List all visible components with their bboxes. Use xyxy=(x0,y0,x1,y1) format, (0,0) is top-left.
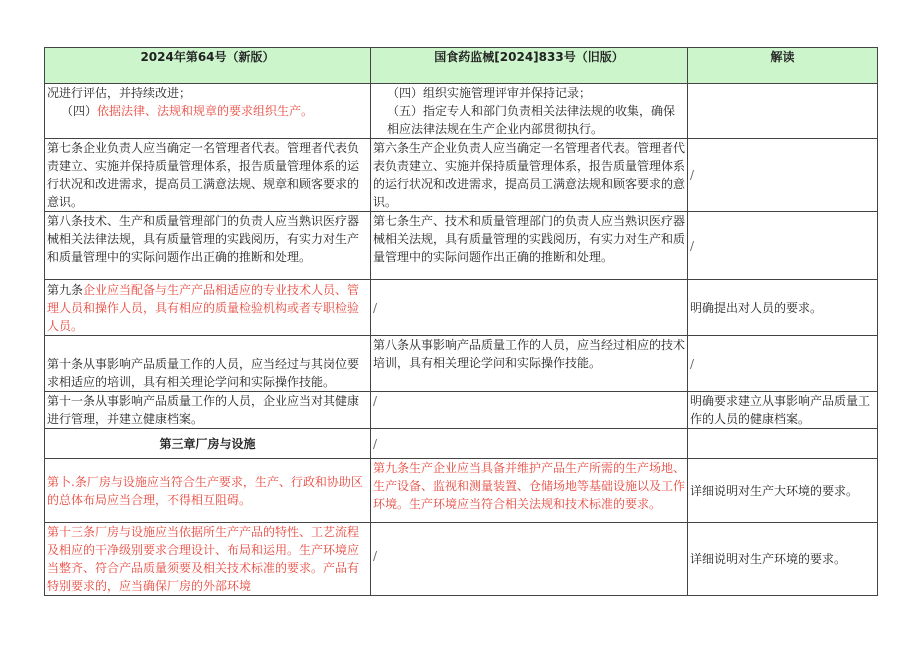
section-title: 第三章厂房与设施 xyxy=(45,429,371,459)
header-old-version: 国食药监械[2024]833号（旧版） xyxy=(371,48,688,84)
header-row xyxy=(45,48,878,84)
header-interpretation: 解读 xyxy=(688,48,878,84)
table-row xyxy=(45,459,878,523)
cell-note xyxy=(688,84,878,139)
cell-old: / xyxy=(371,392,688,429)
table-row xyxy=(45,280,878,336)
cell-old xyxy=(371,84,688,139)
cell-old: 第七条生产、技术和质量管理部门的负责人应当熟识医疗器械相关法规，具有质量管理的实践阅历，有实力对生产和质量管理中的实际问题作出正确的推断和处理。 xyxy=(371,212,688,280)
table-row xyxy=(45,84,878,139)
cell-note: 明确提出对人员的要求。 xyxy=(688,280,878,336)
cell-text: （五）指定专人和部门负责相关法律法规的收集，确保相应法律法规在生产企业内部贯彻执行。 xyxy=(387,104,676,136)
table-row xyxy=(45,212,878,280)
cell-note: 详细说明对生产环境的要求。 xyxy=(688,523,878,596)
cell-note: / xyxy=(688,139,878,212)
cell-note xyxy=(688,429,878,459)
cell-new xyxy=(45,280,371,336)
cell-old: 第八条从事影响产品质量工作的人员，应当经过相应的技术培训，具有相关理论学问和实际操作技能。 xyxy=(371,336,688,392)
cell-new: 第卜.条厂房与设施应当符合生产要求，生产、行政和协助区的总体布局应当合理，不得相互阻碍。 xyxy=(45,459,371,523)
cell-text xyxy=(47,102,368,120)
cell-text: （四）组织实施管理评审并保持记录； xyxy=(387,86,592,100)
section-row xyxy=(45,429,878,459)
comparison-table xyxy=(44,47,878,596)
cell-text: 况进行评估，并持续改进； xyxy=(47,86,192,100)
changed-text: 企业应当配备与生产产品相适应的专业技术人员、管理人员和操作人员，具有相应的质量检验机构或者专职检验人员。 xyxy=(47,282,360,333)
table-row xyxy=(45,336,878,392)
cell-note: 详细说明对生产大环境的要求。 xyxy=(688,459,878,523)
table-row xyxy=(45,392,878,429)
cell-note: / xyxy=(688,336,878,392)
header-new-version: 2024年第64号（新版） xyxy=(45,48,371,84)
changed-text: 依据法律、法规和规章的要求组织生产。 xyxy=(97,104,314,118)
cell-new: 第十一条从事影响产品质量工作的人员，企业应当对其健康进行管理，并建立健康档案。 xyxy=(45,392,371,429)
item-prefix: （四） xyxy=(61,104,98,118)
article-number: 第九条 xyxy=(47,282,84,297)
cell-old: / xyxy=(371,280,688,336)
table-row xyxy=(45,139,878,212)
cell-new xyxy=(45,84,371,139)
cell-old: / xyxy=(371,429,688,459)
cell-new: 第八条技术、生产和质量管理部门的负责人应当熟识医疗器械相关法律法规，具有质量管理的实践阅历，有实力对生产和质量管理中的实际问题作出正确的推断和处理。 xyxy=(45,212,371,280)
cell-new: 第十条从事影响产品质量工作的人员，应当经过与其岗位要求相适应的培训，具有相关理论学问和实际操作技能。 xyxy=(45,336,371,392)
cell-old: 第六条生产企业负责人应当确定一名管理者代表。管理者代表负责建立、实施并保持质量管理体系，报告质量管理体系的运行状况和改进需求，提高员工满意法规和顾客要求的意识。 xyxy=(371,139,688,212)
cell-old: / xyxy=(371,523,688,596)
cell-note: / xyxy=(688,212,878,280)
cell-old: 第九条生产企业应当具备并维护产品生产所需的生产场地、生产设备、监视和测量装置、仓储场地等基础设施以及工作环境。生产环境应当符合相关法规和技术标准的要求。 xyxy=(371,459,688,523)
cell-new: 第七条企业负责人应当确定一名管理者代表。管理者代表负责建立、实施并保持质量管理体系，报告质量管理体系的运行状况和改进需求，提高员工满意法规、规章和顾客要求的意识。 xyxy=(45,139,371,212)
cell-note: 明确要求建立从事影响产品质量工作的人员的健康档案。 xyxy=(688,392,878,429)
cell-new: 第十三条厂房与设施应当依据所生产产品的特性、工艺流程及相应的干净级别要求合理设计、布局和运用。生产环境应当整齐、符合产品质量须要及相关技术标准的要求。产品有特别要求的，应当确保厂房的外部环境 xyxy=(45,523,371,596)
table-row xyxy=(45,523,878,596)
